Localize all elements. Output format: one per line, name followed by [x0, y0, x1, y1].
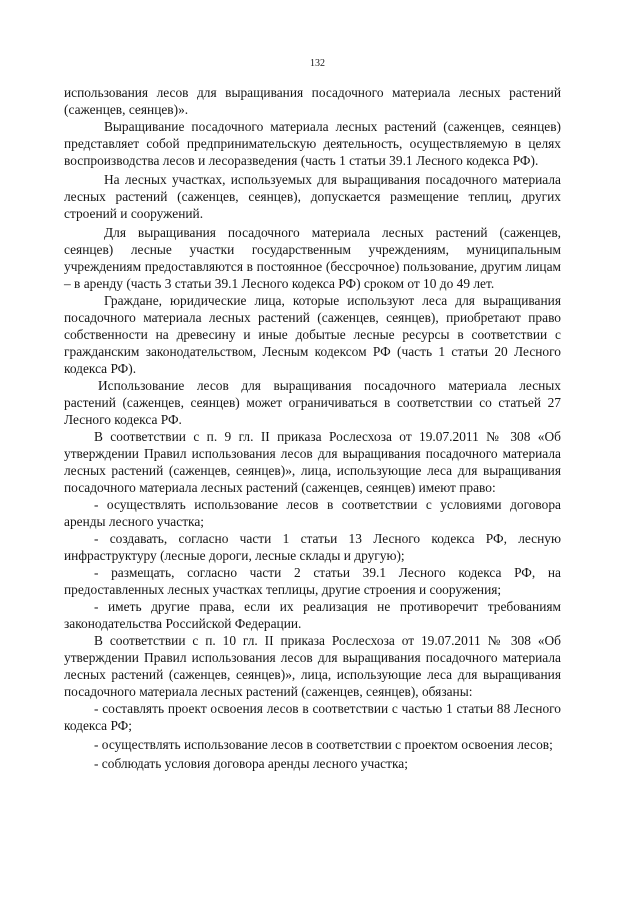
list-item-obligation: - составлять проект освоения лесов в соответствии с частью 1 статьи 88 Лесного кодекса РФ;: [64, 701, 561, 733]
document-body: [64, 84, 561, 772]
list-item-right: - иметь другие права, если их реализация не противоречит требованиям законодательства Российской Федерации.: [64, 599, 561, 631]
paragraph-obligations-intro: В соответствии с п. 10 гл. II приказа Рослесхоза от 19.07.2011 № 308 «Об утверждении Правил использования лесов для выращивания посадочного материала лесных растений (саженцев, сеянцев)», лица, использующие леса для выращивания посадочного материала лесных растений (саженцев, сеянцев), обязаны:: [64, 633, 561, 699]
list-item-obligation: - соблюдать условия договора аренды лесного участка;: [94, 756, 408, 771]
paragraph-continuation: использования лесов для выращивания посадочного материала лесных растений (саженцев, сеянцев)».: [64, 85, 561, 117]
paragraph-ownership: Граждане, юридические лица, которые используют леса для выращивания посадочного материала лесных растений (саженцев, сеянцев), приобретают право собственности на древесину и иные добытые лесные ресурсы в соответствии с гражданским законодательством, Лесным кодексом РФ (часть 1 статьи 20 Лесного кодекса РФ).: [64, 293, 561, 376]
page-number: 132: [310, 58, 325, 69]
list-item-right: - размещать, согласно части 2 статьи 39.1 Лесного кодекса РФ, на предоставленных лесных участках теплицы, другие строения и сооружения;: [64, 565, 561, 597]
paragraph-greenhouses: На лесных участках, используемых для выращивания посадочного материала лесных растений (саженцев, сеянцев), допускается размещение теплиц, других строений и сооружений.: [64, 172, 561, 221]
list-item-right: - создавать, согласно части 1 статьи 13 Лесного кодекса РФ, лесную инфраструктуру (лесные дороги, лесные склады и другую);: [64, 531, 561, 563]
paragraph-rights-intro: В соответствии с п. 9 гл. II приказа Рослесхоза от 19.07.2011 № 308 «Об утверждении Правил использования лесов для выращивания посадочного материала лесных растений (саженцев, сеянцев)», лица, использующие леса для выращивания посадочного материала лесных растений (саженцев, сеянцев) имеют право:: [64, 429, 561, 495]
paragraph-provision-terms: Для выращивания посадочного материала лесных растений (саженцев, сеянцев) лесные участки государственным учреждениям, муниципальным учреждениям предоставляются в постоянное (бессрочное) пользование, другим лицам – в аренду (часть 3 статьи 39.1 Лесного кодекса РФ) сроком от 10 до 49 лет.: [64, 225, 561, 291]
list-item-obligation: - осуществлять использование лесов в соответствии с проектом освоения лесов;: [94, 737, 553, 752]
paragraph-restrictions: Использование лесов для выращивания посадочного материала лесных растений (саженцев, сеянцев) может ограничиваться в соответствии со статьей 27 Лесного кодекса РФ.: [64, 378, 561, 427]
list-item-right: - осуществлять использование лесов в соответствии с условиями договора аренды лесного участка;: [64, 497, 561, 529]
paragraph-definition: Выращивание посадочного материала лесных растений (саженцев, сеянцев) представляет собой предпринимательскую деятельность, осуществляемую в целях воспроизводства лесов и лесоразведения (часть 1 статьи 39.1 Лесного кодекса РФ).: [64, 119, 561, 168]
